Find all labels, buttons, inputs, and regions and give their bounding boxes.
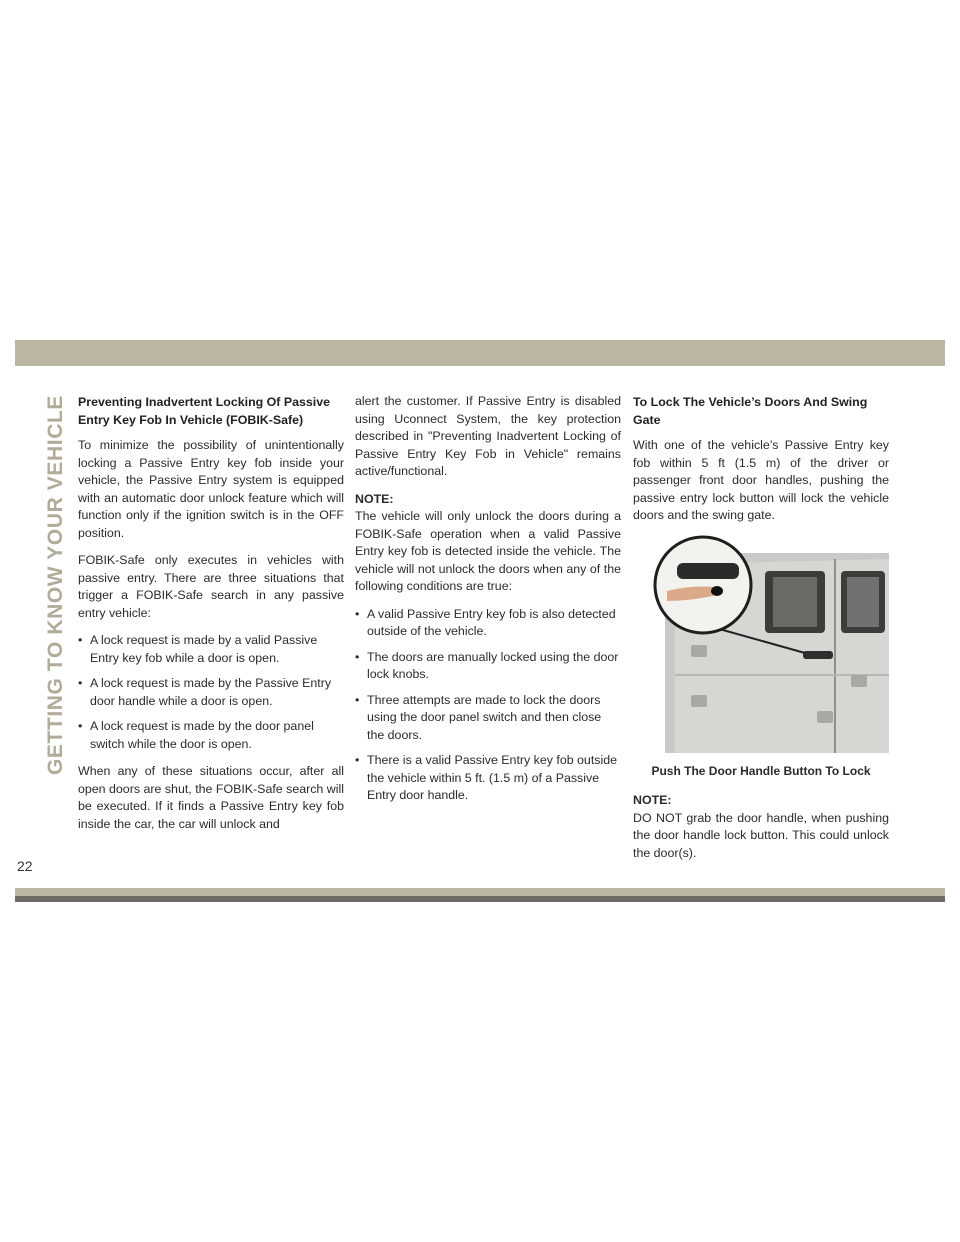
- note-text: DO NOT grab the door handle, when pushing the door handle lock button. This could unlock the door(s).: [633, 810, 889, 860]
- list-item: • A lock request is made by the Passive Entry door handle while a door is open.: [78, 675, 344, 710]
- note-label: NOTE:: [355, 491, 394, 506]
- door-handle-figure: [645, 535, 891, 759]
- column-2: [355, 393, 621, 815]
- header-band: [15, 340, 945, 366]
- bullet-list: [78, 632, 344, 753]
- page-number: 22: [17, 858, 33, 874]
- paragraph: To minimize the possibility of unintentionally locking a Passive Entry key fob inside your vehicle, the Passive Entry system is equipped with an automatic door unlock feature which will function only if the ignition switch is in the OFF position.: [78, 438, 344, 540]
- list-item: • There is a valid Passive Entry key fob outside the vehicle within 5 ft. (1.5 m) of a Passive Entry door handle.: [355, 752, 621, 805]
- paragraph: When any of these situations occur, after all open doors are shut, the FOBIK-Safe search will be executed. If it finds a Passive Entry key fob inside the car, the car will unlock and: [78, 764, 344, 831]
- list-item: • A lock request is made by the door panel switch while the door is open.: [78, 718, 344, 753]
- list-item: • A lock request is made by a valid Passive Entry key fob while a door is open.: [78, 632, 344, 667]
- note-text: The vehicle will only unlock the doors during a FOBIK-Safe operation when a valid Passive Entry key fob is detected inside the vehicle. The vehicle will not unlock the doors when any of the following conditions are true:: [355, 509, 621, 593]
- heading-fobik-safe: Preventing Inadvertent Locking Of Passive Entry Key Fob In Vehicle (FOBIK-Safe): [78, 395, 331, 427]
- column-3: [633, 393, 889, 872]
- column-1: [78, 393, 344, 843]
- paragraph: FOBIK-Safe only executes in vehicles with passive entry. There are three situations that trigger a FOBIK-Safe search in any passive entry vehicle:: [78, 553, 344, 620]
- figure-caption: Push The Door Handle Button To Lock: [651, 763, 871, 778]
- note-label: NOTE:: [633, 793, 672, 807]
- paragraph: alert the customer. If Passive Entry is disabled using Uconnect System, the key protection described in "Preventing Inadvertent Locking of Passive Entry Key Fob in Vehicle" remains active/functional.: [355, 394, 621, 478]
- bullet-list: [355, 606, 621, 805]
- list-item: • The doors are manually locked using the door lock knobs.: [355, 649, 621, 684]
- heading-lock-doors: To Lock The Vehicle’s Doors And Swing Gate: [633, 395, 868, 427]
- section-title-vertical: GETTING TO KNOW YOUR VEHICLE: [44, 395, 67, 776]
- vehicle-door-illustration: [645, 535, 891, 759]
- footer-band: [15, 888, 945, 902]
- list-item: • A valid Passive Entry key fob is also detected outside of the vehicle.: [355, 606, 621, 641]
- paragraph: With one of the vehicle’s Passive Entry key fob within 5 ft (1.5 m) of the driver or passenger front door handles, pushing the passive entry lock button will lock the vehicle doors and the swing gate.: [633, 438, 889, 522]
- list-item: • Three attempts are made to lock the doors using the door panel switch and then close the doors.: [355, 692, 621, 745]
